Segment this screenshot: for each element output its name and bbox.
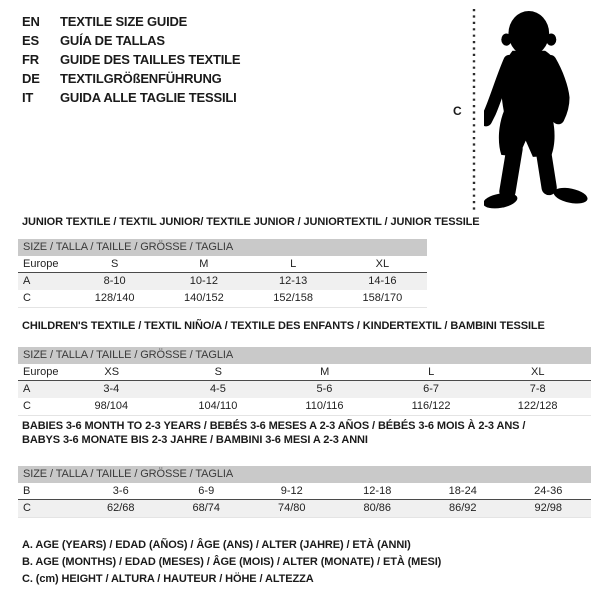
table-cell: 9-12 xyxy=(280,485,303,497)
table-cell: XS xyxy=(104,366,120,378)
table-cell: 24-36 xyxy=(534,485,563,497)
table-cell: 12-18 xyxy=(363,485,392,497)
table-cell: 98/104 xyxy=(94,400,129,412)
babies-size-table xyxy=(18,466,591,518)
language-label: GUIDA ALLE TAGLIE TESSILI xyxy=(60,90,237,105)
childrens-size-table xyxy=(18,347,591,416)
table-cell: M xyxy=(199,258,209,270)
language-code: ES xyxy=(22,33,39,48)
table-cell: 4-5 xyxy=(209,383,226,395)
table-cell: 68/74 xyxy=(192,502,221,514)
table-cell: 110/116 xyxy=(305,400,344,412)
table-cell: 18-24 xyxy=(448,485,477,497)
footnote-b: B. AGE (MONTHS) / EDAD (MESES) / ÂGE (MOIS) / ALTER (MONATE) / ETÀ (MESI) xyxy=(22,556,442,568)
section-title: BABIES 3-6 MONTH TO 2-3 YEARS / BEBÉS 3-6 MESES A 2-3 AÑOS / BÉBÉS 3-6 MOIS À 2-3 ANS / xyxy=(22,420,526,432)
language-row-it xyxy=(22,88,240,107)
footnote-a: A. AGE (YEARS) / EDAD (AÑOS) / ÂGE (ANS) / ALTER (JAHRE) / ETÀ (ANNI) xyxy=(22,539,411,551)
toddler-silhouette-icon xyxy=(484,10,596,212)
row-label: A xyxy=(23,383,31,395)
table-cell: 3-4 xyxy=(103,383,120,395)
table-cell: 3-6 xyxy=(112,485,129,497)
table-cell: 74/80 xyxy=(277,502,306,514)
table-cell: 122/128 xyxy=(517,400,558,412)
row-label: B xyxy=(23,485,31,497)
table-cell: 92/98 xyxy=(534,502,563,514)
table-row xyxy=(18,483,591,500)
table-row xyxy=(18,290,427,307)
table-cell: 5-6 xyxy=(316,383,333,395)
table-cell: L xyxy=(428,366,435,378)
table-cell: L xyxy=(290,258,297,270)
table-cell: 152/158 xyxy=(273,292,313,304)
size-header-bar: SIZE / TALLA / TAILLE / GRÖSSE / TAGLIA xyxy=(18,239,427,256)
height-figure xyxy=(452,4,598,214)
table-cell: 116/122 xyxy=(411,400,451,412)
table-cell: 62/68 xyxy=(106,502,135,514)
row-label: C xyxy=(23,292,31,304)
table-cell: 7-8 xyxy=(529,383,546,395)
section-title: JUNIOR TEXTILE / TEXTIL JUNIOR/ TEXTILE JUNIOR / JUNIORTEXTIL / JUNIOR TESSILE xyxy=(22,216,480,228)
language-code: FR xyxy=(22,52,39,67)
row-label: C xyxy=(23,400,31,412)
language-code: EN xyxy=(22,14,40,29)
language-row-fr xyxy=(22,50,240,69)
size-header-bar: SIZE / TALLA / TAILLE / GRÖSSE / TAGLIA xyxy=(18,347,591,364)
table-cell: M xyxy=(320,366,330,378)
language-code: IT xyxy=(22,90,34,105)
table-cell: 14-16 xyxy=(368,275,397,287)
language-list xyxy=(22,12,240,107)
table-row xyxy=(18,500,591,517)
footnote-c: C. (cm) HEIGHT / ALTURA / HAUTEUR / HÖHE / ALTEZZA xyxy=(22,573,314,585)
section-title: CHILDREN'S TEXTILE / TEXTIL NIÑO/A / TEXTILE DES ENFANTS / KINDERTEXTIL / BAMBINI TESSILE xyxy=(22,320,545,332)
table-row xyxy=(18,398,591,415)
table-cell: 6-7 xyxy=(423,383,440,395)
language-row-en xyxy=(22,12,240,31)
table-cell: 8-10 xyxy=(103,275,126,287)
table-cell: 12-13 xyxy=(279,275,308,287)
size-header-bar: SIZE / TALLA / TAILLE / GRÖSSE / TAGLIA xyxy=(18,466,591,483)
table-cell: 86/92 xyxy=(448,502,477,514)
language-label: TEXTILGRÖßENFÜHRUNG xyxy=(60,71,222,86)
section-junior-textile xyxy=(18,215,480,308)
language-label: GUIDE DES TAILLES TEXTILE xyxy=(60,52,241,67)
table-cell: 140/152 xyxy=(183,292,224,304)
table-cell: S xyxy=(110,258,119,270)
footnotes xyxy=(22,537,441,588)
junior-size-table xyxy=(18,239,427,308)
height-measure-dotted-line xyxy=(472,7,476,213)
language-code: DE xyxy=(22,71,40,86)
table-row xyxy=(18,273,427,290)
table-row xyxy=(18,364,591,381)
table-cell: 104/110 xyxy=(198,400,238,412)
row-label: Europe xyxy=(23,258,59,270)
table-cell: 10-12 xyxy=(189,275,218,287)
row-label: A xyxy=(23,275,31,287)
table-row xyxy=(18,381,591,398)
height-measure-label: C xyxy=(453,104,462,118)
table-cell: 6-9 xyxy=(198,485,215,497)
row-label: Europe xyxy=(23,366,59,378)
table-cell: S xyxy=(214,366,222,378)
table-cell: 80/86 xyxy=(363,502,392,514)
table-cell: 158/170 xyxy=(362,292,403,304)
table-cell: XL xyxy=(375,258,390,270)
language-label: GUÍA DE TALLAS xyxy=(60,33,165,48)
section-childrens-textile xyxy=(18,319,591,416)
section-title-line2: BABYS 3-6 MONATE BIS 2-3 JAHRE / BAMBINI 3-6 MESI A 2-3 ANNI xyxy=(22,434,368,446)
row-label: C xyxy=(23,502,31,514)
table-cell: 128/140 xyxy=(94,292,135,304)
table-row xyxy=(18,256,427,273)
language-row-es xyxy=(22,31,240,50)
table-cell: XL xyxy=(531,366,545,378)
language-label: TEXTILE SIZE GUIDE xyxy=(60,14,188,29)
section-babies-textile xyxy=(18,419,591,518)
language-row-de xyxy=(22,69,240,88)
